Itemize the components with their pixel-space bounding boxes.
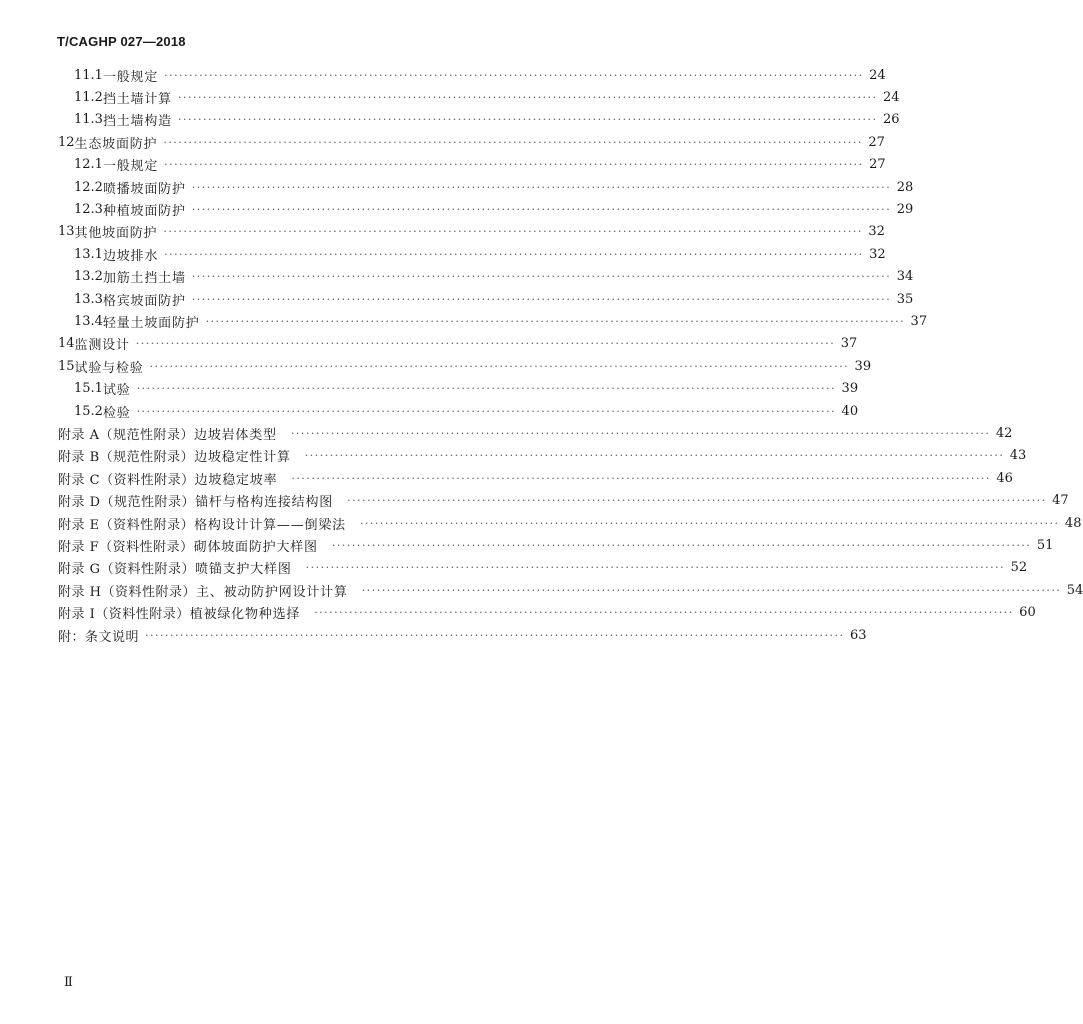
toc-section-title: 一般规定 xyxy=(102,69,159,85)
toc-section-title: 轻量土坡面防护 xyxy=(102,315,200,331)
toc-section-title: 喷锚支护大样图 xyxy=(195,562,292,578)
toc-row-appendix[interactable] xyxy=(58,422,1013,444)
toc-section-number: 14 xyxy=(58,336,75,352)
toc-page-number: 32 xyxy=(868,224,885,240)
toc-section-title: 喷播坡面防护 xyxy=(102,181,186,197)
toc-appendix-label: 附录 I（资料性附录） xyxy=(58,607,190,623)
toc-section-title: 砌体坡面防护大样图 xyxy=(193,539,318,555)
toc-leader-dots: ············································································································································ xyxy=(145,628,845,642)
toc-section-title: 一般规定 xyxy=(102,159,159,175)
toc-section-title: 植被绿化物种选择 xyxy=(189,607,301,623)
toc-section-number: 15.2 xyxy=(74,403,103,419)
toc-section-number: 11.2 xyxy=(74,89,103,105)
toc-page-number: 48 xyxy=(1064,515,1082,531)
toc-page-number: 51 xyxy=(1036,537,1054,553)
toc-section-title: 挡土墙构造 xyxy=(102,114,172,130)
toc-leader-dots: ············································································································································ xyxy=(164,247,864,261)
toc-leader-dots: ············································································································································ xyxy=(359,516,1060,530)
toc-section-title: 格宾坡面防护 xyxy=(102,293,186,309)
toc-section-title: 边坡排水 xyxy=(102,248,159,264)
toc-page-number: 37 xyxy=(840,336,858,352)
toc-section-title: 边坡稳定性计算 xyxy=(194,450,291,466)
toc-appendix-label: 附录 B（规范性附录） xyxy=(58,450,195,466)
toc-section-number: 13.1 xyxy=(74,246,103,262)
toc-row[interactable] xyxy=(74,198,914,220)
toc-leader-dots: ············································································································································ xyxy=(305,561,1006,575)
toc-leader-dots: ············································································································································ xyxy=(164,158,864,172)
toc-row-appendix[interactable] xyxy=(58,467,1013,489)
toc-page-number: 26 xyxy=(882,112,900,128)
toc-row-appendix[interactable] xyxy=(58,557,1028,579)
toc-leader-dots: ············································································································································ xyxy=(205,314,906,328)
toc-row[interactable] xyxy=(74,154,886,176)
toc-page-number: 34 xyxy=(896,269,914,285)
toc-page-number: 39 xyxy=(854,358,872,374)
toc-page-number: 63 xyxy=(850,627,867,643)
toc-row[interactable] xyxy=(74,109,900,131)
toc-row-appendix[interactable] xyxy=(58,579,1083,601)
toc-section-number: 15.1 xyxy=(74,381,103,397)
toc-leader-dots: ············································································································································ xyxy=(347,494,1047,508)
toc-row-appendix[interactable] xyxy=(58,602,1036,624)
toc-row[interactable] xyxy=(74,310,928,332)
toc-section-number: 15 xyxy=(58,358,75,374)
toc-leader-dots: ············································································································································ xyxy=(361,583,1062,597)
toc-page-number: 43 xyxy=(1009,448,1027,464)
toc-leader-dots: ············································································································································ xyxy=(191,270,892,284)
toc-section-title: 种植坡面防护 xyxy=(102,203,186,219)
toc-row[interactable] xyxy=(74,64,886,86)
toc-row[interactable] xyxy=(74,288,914,310)
document-code: T/CAGHP 027—2018 xyxy=(57,34,186,49)
toc-section-number: 12 xyxy=(58,134,75,150)
toc-section-number: 13.4 xyxy=(74,313,103,329)
toc-row[interactable] xyxy=(74,86,900,108)
toc-row[interactable] xyxy=(74,400,859,422)
toc-page-number: 42 xyxy=(995,425,1013,441)
toc-page-number: 40 xyxy=(841,403,859,419)
toc-page-number: 24 xyxy=(882,89,900,105)
toc-leader-dots: ············································································································································ xyxy=(135,337,836,351)
toc-leader-dots: ············································································································································ xyxy=(290,426,991,440)
toc-row[interactable] xyxy=(58,355,872,377)
page-number-footer: Ⅱ xyxy=(64,975,73,990)
toc-page-number: 39 xyxy=(841,381,859,397)
toc-appendix-label: 附录 F（资料性附录） xyxy=(58,539,194,555)
toc-leader-dots: ············································································································································ xyxy=(149,359,850,373)
toc-page-number: 46 xyxy=(996,470,1013,486)
toc-section-number: 12.1 xyxy=(74,157,103,173)
toc-page-number: 60 xyxy=(1019,605,1036,621)
toc-page-number: 24 xyxy=(869,67,886,83)
toc-leader-dots: ············································································································································ xyxy=(177,90,878,104)
toc-row[interactable] xyxy=(74,176,914,198)
toc-appendix-label: 附录 C（资料性附录） xyxy=(58,472,195,488)
toc-row[interactable] xyxy=(58,221,885,243)
toc-section-title: 边坡稳定坡率 xyxy=(194,472,278,488)
toc-appendix-label: 附录 D（规范性附录） xyxy=(58,495,196,511)
toc-section-number: 11.3 xyxy=(74,112,103,128)
toc-leader-dots: ············································································································································ xyxy=(163,135,863,149)
toc-leader-dots: ············································································································································ xyxy=(314,606,1014,620)
toc-section-number: 13.3 xyxy=(74,291,103,307)
toc-leader-dots: ············································································································································ xyxy=(331,538,1032,552)
toc-section-number: 12.2 xyxy=(74,179,103,195)
toc-page-number: 54 xyxy=(1066,582,1083,598)
toc-leader-dots: ············································································································································ xyxy=(163,225,863,239)
toc-commentary-label: 附：条文说明 xyxy=(58,629,140,645)
toc-appendix-label: 附录 E（资料性附录） xyxy=(58,517,195,533)
toc-leader-dots: ············································································································································ xyxy=(164,68,864,82)
toc-page-number: 27 xyxy=(868,134,885,150)
toc-section-title: 监测设计 xyxy=(74,338,130,354)
toc-section-title: 试验 xyxy=(102,383,131,399)
toc-section-title: 加筋土挡土墙 xyxy=(102,271,186,287)
toc-leader-dots: ············································································································································ xyxy=(191,180,892,194)
toc-section-title: 挡土墙计算 xyxy=(102,91,172,107)
toc-row-commentary[interactable] xyxy=(58,624,867,646)
toc-row-appendix[interactable] xyxy=(58,512,1082,534)
toc-section-title: 试验与检验 xyxy=(74,360,144,376)
toc-leader-dots: ············································································································································ xyxy=(304,449,1005,463)
toc-page-number: 37 xyxy=(910,313,928,329)
toc-leader-dots: ············································································································································ xyxy=(136,382,837,396)
toc-section-title: 检验 xyxy=(102,405,131,421)
toc-section-number: 13 xyxy=(58,224,75,240)
toc-page-number: 47 xyxy=(1052,493,1069,509)
toc-row[interactable] xyxy=(74,378,859,400)
toc-leader-dots: ············································································································································ xyxy=(177,113,878,127)
toc-page-number: 29 xyxy=(896,201,914,217)
toc-leader-dots: ············································································································································ xyxy=(291,471,991,485)
toc-row-appendix[interactable] xyxy=(58,445,1027,467)
toc-section-title: 锚杆与格构连接结构图 xyxy=(195,495,334,511)
toc-section-number: 13.2 xyxy=(74,269,103,285)
toc-row[interactable] xyxy=(74,266,914,288)
toc-row[interactable] xyxy=(74,243,886,265)
toc-section-title: 格构设计计算——倒梁法 xyxy=(194,517,346,533)
toc-page-number: 35 xyxy=(896,291,914,307)
toc-appendix-label: 附录 H（资料性附录） xyxy=(58,584,196,600)
toc-page-number: 28 xyxy=(896,179,914,195)
toc-page-number: 32 xyxy=(869,246,886,262)
toc-section-title: 主、被动防护网设计计算 xyxy=(195,584,348,600)
toc-section-title: 生态坡面防护 xyxy=(74,136,158,152)
toc-row[interactable] xyxy=(58,333,858,355)
toc-appendix-label: 附录 A（规范性附录） xyxy=(58,427,195,443)
toc-leader-dots: ············································································································································ xyxy=(191,292,892,306)
toc-appendix-label: 附录 G（资料性附录） xyxy=(58,562,196,578)
toc-row-appendix[interactable] xyxy=(58,534,1054,556)
toc-section-title: 边坡岩体类型 xyxy=(194,427,277,443)
toc-row-appendix[interactable] xyxy=(58,490,1069,512)
toc-leader-dots: ············································································································································ xyxy=(136,404,837,418)
toc-page-number: 27 xyxy=(869,157,886,173)
toc-page-number: 52 xyxy=(1010,560,1028,576)
toc-leader-dots: ············································································································································ xyxy=(191,202,892,216)
toc-row[interactable] xyxy=(58,131,885,153)
toc-section-number: 11.1 xyxy=(74,67,103,83)
toc-section-title: 其他坡面防护 xyxy=(74,226,158,242)
toc-section-number: 12.3 xyxy=(74,201,103,217)
